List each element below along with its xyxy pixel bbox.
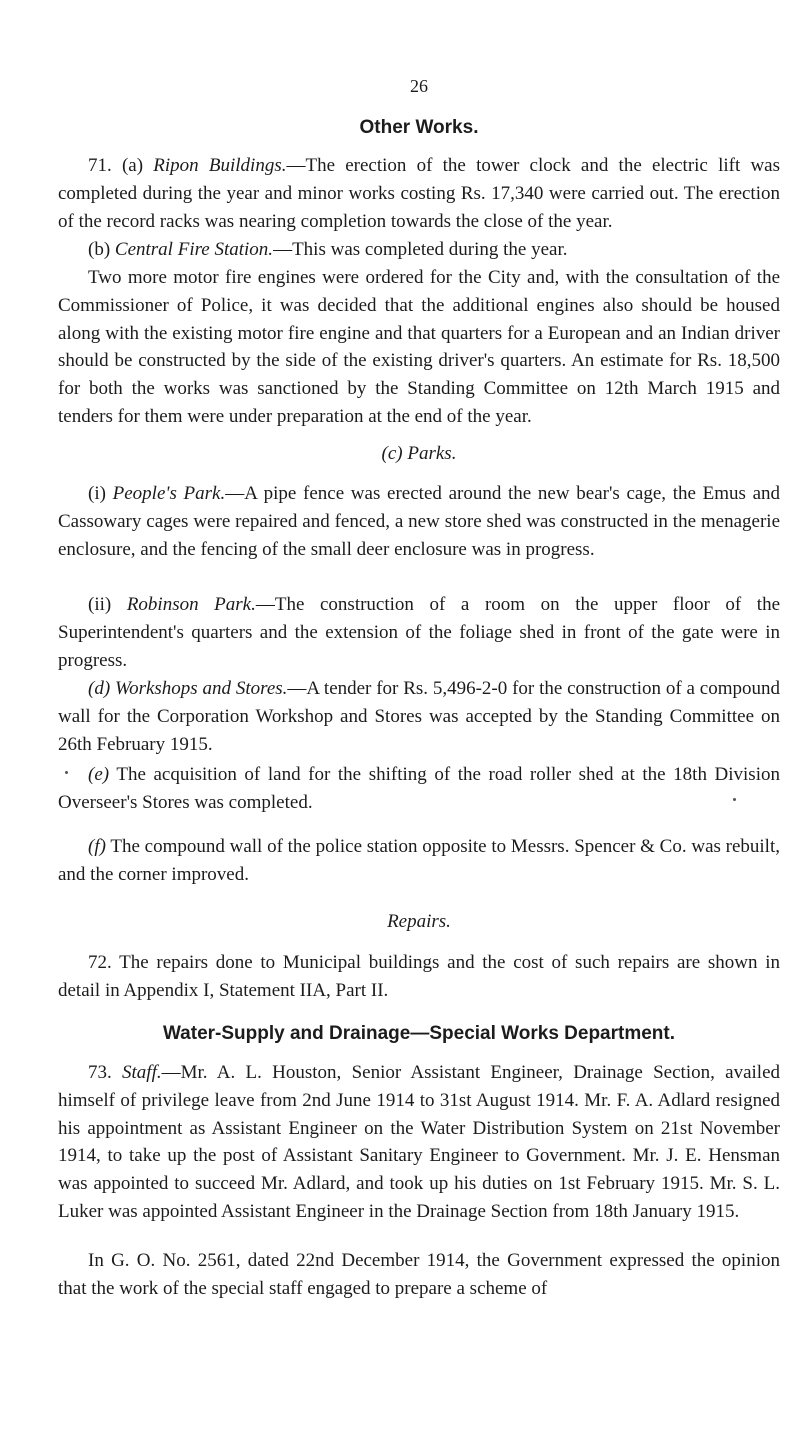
- paragraph-text: —The construction of a room on the upper floor of the Superintendent's quarters and the extension of the foliage shed in front of the gate were in progress.: [58, 594, 781, 671]
- paragraph-text: —This was completed during the year.: [273, 239, 568, 260]
- heading-parks: (c) Parks.: [381, 443, 457, 464]
- paragraph-71f: [58, 833, 780, 889]
- document-page: [58, 0, 780, 1449]
- paragraph-parks-ii: [58, 591, 780, 674]
- paragraph-title: Robinson Park.: [126, 594, 256, 615]
- scan-speck: [733, 798, 736, 801]
- paragraph-number: (ii): [88, 594, 112, 615]
- paragraph-text: The compound wall of the police station opposite to Messrs. Spencer & Co. was rebuilt, and the corner improved.: [58, 836, 780, 885]
- paragraph-text: —The erection of the tower clock and the electric lift was completed during the year and minor works costing Rs. 17,340 were carried out. The erection of the record racks was nearing completion towards the close of the year.: [58, 155, 781, 232]
- paragraph-parks-i: [58, 480, 780, 563]
- paragraph-text: —Mr. A. L. Houston, Senior Assistant Engineer, Drainage Section, availed himself of privilege leave from 2nd June 1914 to 31st August 1914. Mr. F. A. Adlard resigned his appointment as Assistant Engineer on the Water Distribution System on 21st November 1914, to take up the post of Assistant Sanitary Engineer to Government. Mr. J. E. Hensman was appointed to succeed Mr. Adlard, and took up his duties on 1st February 1915. Mr. S. L. Luker was appointed Assistant Engineer in the Drainage Section from 18th January 1915.: [58, 1062, 780, 1222]
- paragraph-73: [58, 1059, 780, 1226]
- paragraph-title: Ripon Buildings.: [153, 155, 287, 176]
- paragraph-title: Workshops and Stores.: [115, 678, 288, 699]
- paragraph-number: (d): [88, 678, 111, 699]
- heading-water-supply-drainage: Water-Supply and Drainage—Special Works Department.: [162, 1023, 676, 1044]
- paragraph-number: (b): [88, 239, 111, 260]
- paragraph-title: Staff.: [122, 1062, 162, 1083]
- paragraph-number: (e): [88, 764, 110, 785]
- paragraph-number: (i): [88, 483, 106, 504]
- heading-other-works: Other Works.: [359, 117, 479, 138]
- paragraph-72: 72. The repairs done to Municipal buildings and the cost of such repairs are shown in detail in Appendix I, Statement IIA, Part II.: [58, 952, 780, 1001]
- paragraph-73-continued: In G. O. No. 2561, dated 22nd December 1914, the Government expressed the opinion that the work of the special staff engaged to prepare a scheme of: [58, 1250, 780, 1299]
- paragraph-text: The acquisition of land for the shifting of the road roller shed at the 18th Division Overseer's Stores was completed.: [58, 764, 780, 813]
- paragraph-text: —A pipe fence was erected around the new bear's cage, the Emus and Cassowary cages were repaired and fenced, a new store shed was constructed in the menagerie enclosure, and the fencing of the small deer enclosure was in progress.: [58, 483, 781, 560]
- paragraph-title: Central Fire Station.: [114, 239, 274, 260]
- paragraph-71a: [58, 152, 780, 235]
- paragraph-71b-continued: Two more motor fire engines were ordered for the City and, with the consultation of the Commissioner of Police, it was decided that the additional engines also should be housed along with the existing motor fire engine and that quarters for a European and an Indian driver should be constructed by the side of the existing driver's quarters. An estimate for Rs. 18,500 for both the works was sanctioned by the Standing Committee on 12th March 1915 and tenders for them were under preparation at the end of the year.: [58, 267, 780, 427]
- paragraph-title: People's Park.: [112, 483, 226, 504]
- paragraph-71d: [58, 675, 780, 758]
- scan-speck: [65, 771, 68, 774]
- paragraph-text: —A tender for Rs. 5,496-2-0 for the construction of a compound wall for the Corporation Workshop and Stores was accepted by the Standing Committee on 26th February 1915.: [58, 678, 780, 755]
- page-number: 26: [410, 76, 428, 96]
- paragraph-71e: [58, 761, 780, 817]
- paragraph-number: 71. (a): [88, 155, 144, 176]
- paragraph-number: (f): [88, 836, 106, 857]
- paragraph-71b: [58, 236, 780, 264]
- heading-repairs: Repairs.: [387, 911, 451, 932]
- paragraph-number: 73.: [88, 1062, 112, 1083]
